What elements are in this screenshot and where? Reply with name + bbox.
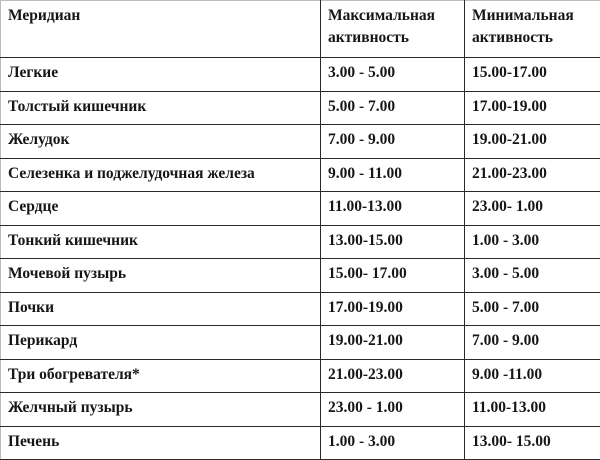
cell-min-activity: 17.00-19.00 bbox=[465, 91, 600, 125]
table-row bbox=[1, 259, 600, 293]
header-max-activity: Максимальная активность bbox=[321, 1, 465, 58]
table-row bbox=[1, 225, 600, 259]
table-row bbox=[1, 158, 600, 192]
cell-min-activity: 11.00-13.00 bbox=[465, 393, 600, 427]
cell-max-activity: 9.00 - 11.00 bbox=[321, 158, 465, 192]
cell-meridian: Легкие bbox=[1, 58, 321, 92]
cell-max-activity: 23.00 - 1.00 bbox=[321, 393, 465, 427]
cell-max-activity: 5.00 - 7.00 bbox=[321, 91, 465, 125]
cell-meridian: Печень bbox=[1, 426, 321, 460]
cell-max-activity: 15.00- 17.00 bbox=[321, 259, 465, 293]
cell-max-activity: 17.00-19.00 bbox=[321, 292, 465, 326]
table-row bbox=[1, 125, 600, 159]
cell-meridian: Мочевой пузырь bbox=[1, 259, 321, 293]
table-row bbox=[1, 393, 600, 427]
cell-meridian: Сердце bbox=[1, 192, 321, 226]
cell-min-activity: 21.00-23.00 bbox=[465, 158, 600, 192]
cell-min-activity: 19.00-21.00 bbox=[465, 125, 600, 159]
cell-min-activity: 3.00 - 5.00 bbox=[465, 259, 600, 293]
table-row bbox=[1, 426, 600, 460]
header-min-activity: Минимальная активность bbox=[465, 1, 600, 58]
table-row bbox=[1, 91, 600, 125]
cell-max-activity: 11.00-13.00 bbox=[321, 192, 465, 226]
cell-meridian: Перикард bbox=[1, 326, 321, 360]
cell-max-activity: 3.00 - 5.00 bbox=[321, 58, 465, 92]
cell-min-activity: 5.00 - 7.00 bbox=[465, 292, 600, 326]
cell-min-activity: 9.00 -11.00 bbox=[465, 359, 600, 393]
cell-min-activity: 1.00 - 3.00 bbox=[465, 225, 600, 259]
table-body bbox=[1, 58, 600, 460]
table-row bbox=[1, 58, 600, 92]
cell-meridian: Три обогревателя* bbox=[1, 359, 321, 393]
cell-meridian: Толстый кишечник bbox=[1, 91, 321, 125]
header-row bbox=[1, 1, 600, 58]
cell-min-activity: 7.00 - 9.00 bbox=[465, 326, 600, 360]
cell-max-activity: 7.00 - 9.00 bbox=[321, 125, 465, 159]
cell-min-activity: 13.00- 15.00 bbox=[465, 426, 600, 460]
cell-meridian: Селезенка и поджелудочная железа bbox=[1, 158, 321, 192]
header-meridian: Меридиан bbox=[1, 1, 321, 58]
table-row bbox=[1, 292, 600, 326]
cell-max-activity: 1.00 - 3.00 bbox=[321, 426, 465, 460]
cell-meridian: Желудок bbox=[1, 125, 321, 159]
table-row bbox=[1, 359, 600, 393]
cell-meridian: Тонкий кишечник bbox=[1, 225, 321, 259]
table-row bbox=[1, 192, 600, 226]
cell-min-activity: 23.00- 1.00 bbox=[465, 192, 600, 226]
cell-meridian: Желчный пузырь bbox=[1, 393, 321, 427]
cell-max-activity: 13.00-15.00 bbox=[321, 225, 465, 259]
cell-max-activity: 19.00-21.00 bbox=[321, 326, 465, 360]
cell-min-activity: 15.00-17.00 bbox=[465, 58, 600, 92]
cell-meridian: Почки bbox=[1, 292, 321, 326]
table-header bbox=[1, 1, 600, 58]
table-row bbox=[1, 326, 600, 360]
cell-max-activity: 21.00-23.00 bbox=[321, 359, 465, 393]
